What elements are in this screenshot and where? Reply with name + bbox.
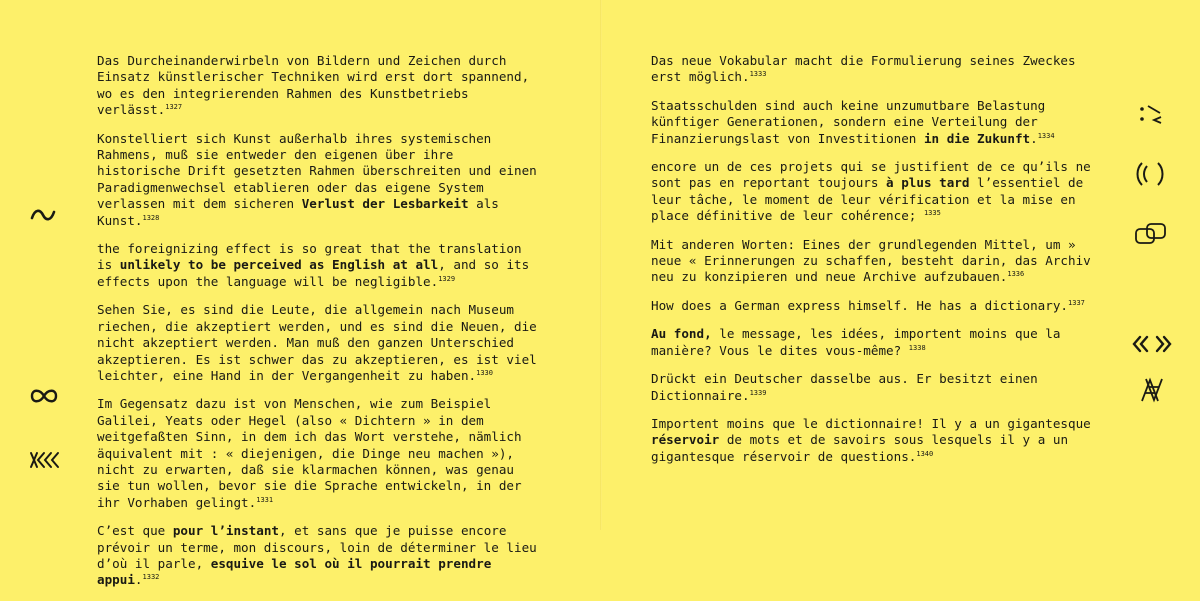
text-run: Sehen Sie, es sind die Leute, die allgemein nach Museum riechen, die akzeptiert werden, und es sind die Neuen, die nicht akzeptiert werden. Man muß den ganzen Unterschied akzeptieren. Es ist schwer das zu akzeptieren, es ist viel leichter, eine Hand in der Vergangenheit zu haben. [97, 302, 537, 383]
text-run: de mots et de savoirs sous lesquels il y a un gigantesque réservoir de questions. [651, 432, 1069, 464]
text-run: Das neue Vokabular macht die Formulierung seines Zweckes erst möglich. [651, 53, 1076, 85]
right-page-text [651, 53, 1098, 477]
left-page-text [97, 53, 542, 601]
paragraph [97, 396, 542, 511]
text-run: , et sans que je puisse encore prévoir un terme, mon discours, loin de déterminer le lieu d’où il parle, [97, 523, 537, 571]
double-parenthesis-icon [1133, 160, 1167, 188]
text-run: Importent moins que le dictionnaire! Il y a un gigantesque [651, 415, 1091, 431]
text-run: , and so its effects upon the language will be negligible. [97, 257, 530, 289]
paragraph [651, 98, 1098, 147]
text-run: le message, les idées, importent moins que la manière? Vous le dites vous-même? [651, 326, 1061, 358]
bold-phrase: Verlust der Lesbarkeit [301, 196, 469, 212]
footnote-number: 1329 [438, 274, 456, 283]
text-run: C’est que [97, 523, 173, 539]
footnote-number: 1338 [908, 343, 926, 352]
text-run: Konstelliert sich Kunst außerhalb ihres systemischen Rahmens, muß sie entweder den eigenen über ihre historische Drift gesetzten Rahmen überschreiten und einen Paradigmenwechsel etablieren oder das eigene System verlassen mit dem sicheren [97, 130, 537, 212]
bold-phrase: in die Zukunft [923, 130, 1031, 146]
bold-phrase: à plus tard [886, 175, 970, 191]
colon-bracket-icon [1137, 102, 1167, 126]
paragraph [651, 53, 1098, 86]
text-run: Mit anderen Worten: Eines der grundlegenden Mittel, um » neue « Erinnerungen zu schaffen, besteht darin, das Archiv neu zu konzipieren und neue Archive aufzubauen. [651, 236, 1091, 285]
text-run: encore un de ces projets qui se justifient de ce qu’ils ne sont pas en reportant toujours [651, 159, 1091, 191]
footnote-number: 1334 [1037, 131, 1055, 140]
footnote-number: 1333 [749, 70, 767, 79]
footnote-number: 1328 [142, 213, 160, 222]
paragraph [97, 131, 542, 229]
paragraph [97, 53, 542, 119]
footnote-number: 1339 [749, 388, 767, 397]
text-run: . [1030, 130, 1038, 146]
bold-phrase: pour l’instant [172, 523, 279, 539]
text-run: als Kunst. [97, 196, 499, 228]
double-a-icon [1140, 377, 1164, 403]
bold-phrase: unlikely to be perceived as English at all [119, 257, 439, 273]
tilde-icon [30, 206, 56, 224]
paragraph [651, 298, 1098, 314]
footnote-number: 1335 [923, 209, 941, 218]
triple-chevron-left-icon [28, 451, 60, 469]
footnote-number: 1332 [142, 573, 160, 582]
overlapping-rectangles-icon [1134, 222, 1168, 246]
infinity-icon [28, 386, 60, 406]
text-run: Das Durcheinanderwirbeln von Bildern und Zeichen durch Einsatz künstlerischer Techniken wird erst dort spannend, wo es den integrierenden Rahmen des Kunstbetriebs verlässt. [97, 53, 530, 118]
text-run: l’essentiel de leur tâche, le moment de leur vérification et la mise en place définitive de leur cohérence; [651, 175, 1084, 224]
page-gutter [600, 0, 602, 530]
text-run: Drückt ein Deutscher dasselbe aus. Er besitzt einen Dictionnaire. [651, 371, 1038, 403]
text-run: Staatsschulden sind auch keine unzumutbare Belastung künftiger Generationen, sondern eine Verteilung der Finanzierungslast von Investitionen [651, 97, 1046, 146]
paragraph [651, 326, 1098, 359]
text-run: the foreignizing effect is so great that the translation is [97, 241, 522, 273]
paragraph [97, 241, 542, 290]
paragraph [651, 371, 1098, 404]
paragraph [97, 523, 542, 589]
footnote-number: 1327 [165, 103, 183, 112]
footnote-number: 1330 [476, 368, 493, 377]
footnote-number: 1337 [1068, 298, 1085, 307]
text-run: . [134, 572, 143, 588]
angle-quotes-icon [1132, 334, 1172, 354]
footnote-number: 1340 [916, 449, 934, 458]
paragraph [97, 302, 542, 384]
bold-phrase: esquive le sol où il pourrait prendre appui [97, 555, 492, 588]
footnote-number: 1336 [1007, 270, 1025, 279]
text-run: Im Gegensatz dazu ist von Menschen, wie zum Beispiel Galilei, Yeats oder Hegel (also « Dichtern » in dem weitgefaßten Sinn, in dem ich das Wort verstehe, nämlich äquivalent mit : « diejenigen, die Dinge neu machen »), nicht zu erwarten, daß sie klarmachen können, was genau sie tun wollen, bevor sie die Sprache entwickeln, in der ihr Vorhaben gelingt. [97, 396, 522, 510]
bold-phrase: Au fond, [651, 326, 712, 342]
paragraph [651, 416, 1098, 465]
footnote-number: 1331 [256, 495, 274, 504]
text-run: How does a German express himself. He has a dictionary. [651, 297, 1069, 313]
bold-phrase: réservoir [651, 432, 720, 448]
paragraph [651, 237, 1098, 286]
paragraph [651, 159, 1098, 225]
